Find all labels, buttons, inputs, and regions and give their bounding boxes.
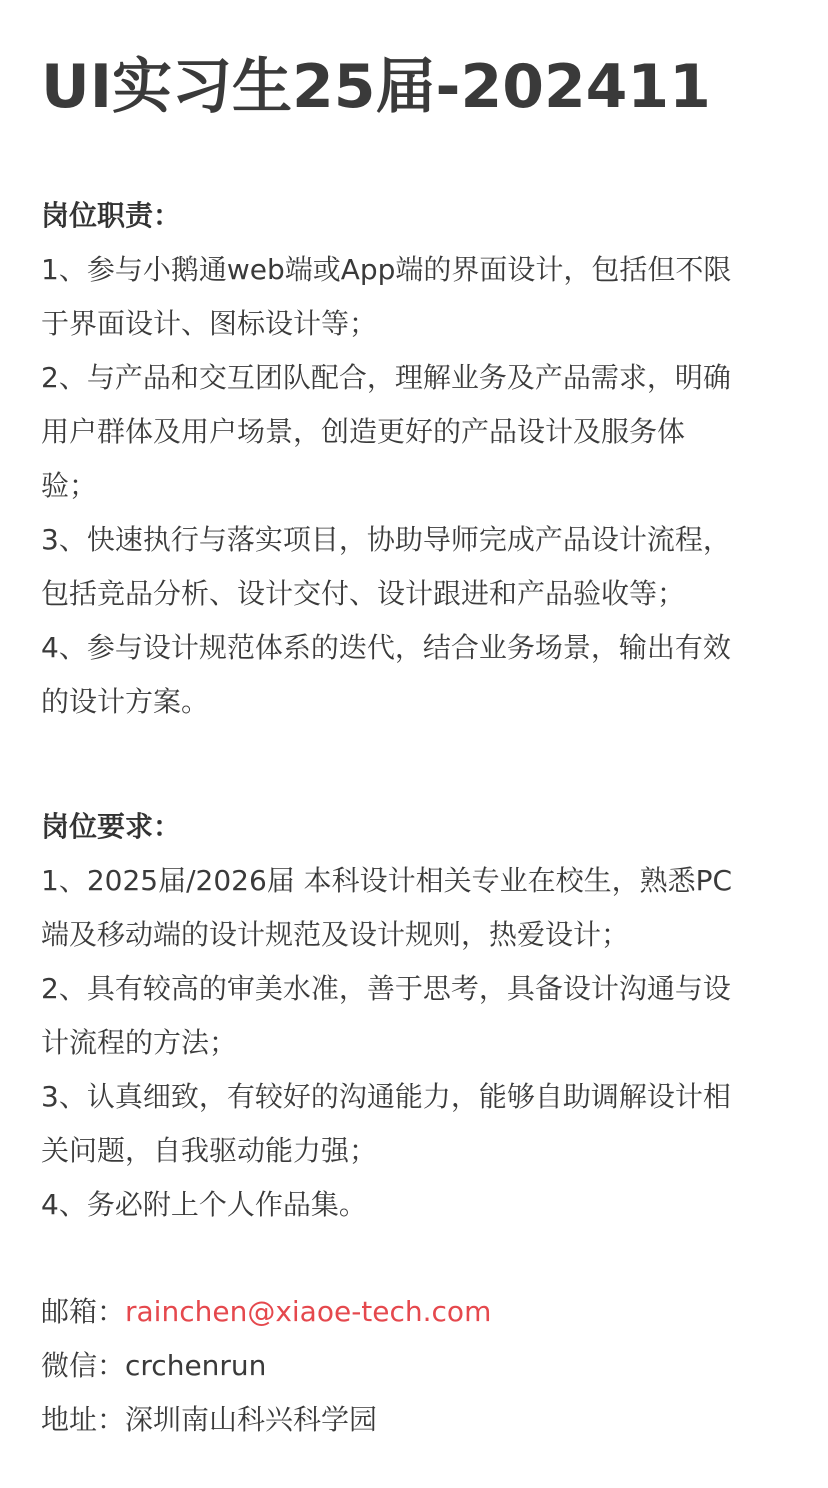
requirements-section (41, 800, 791, 1232)
email-label: 邮箱： (41, 1295, 126, 1328)
contact-address-row (41, 1393, 791, 1447)
requirement-line: 计流程的方法； (41, 1026, 238, 1059)
responsibility-line: 验； (41, 469, 98, 502)
responsibility-line: 3、快速执行与落实项目，协助导师完成产品设计流程， (41, 523, 731, 556)
contact-wechat-row (41, 1339, 791, 1393)
address-label: 地址： (41, 1403, 126, 1436)
responsibility-line: 的设计方案。 (41, 685, 210, 718)
contact-email-row (41, 1285, 791, 1339)
wechat-id: crchenrun (125, 1349, 267, 1382)
address-value: 深圳南山科兴科学园 (125, 1403, 378, 1436)
requirement-line: 端及移动端的设计规范及设计规则，热爱设计； (41, 918, 630, 951)
responsibilities-section (41, 189, 791, 729)
responsibility-line: 4、参与设计规范体系的迭代，结合业务场景，输出有效 (41, 631, 731, 664)
responsibility-line: 包括竞品分析、设计交付、设计跟进和产品验收等； (41, 577, 686, 610)
requirement-line: 1、2025届/2026届 本科设计相关专业在校生，熟悉PC (41, 864, 733, 897)
responsibility-line: 1、参与小鹅通web端或App端的界面设计，包括但不限 (41, 253, 732, 286)
contact-section (41, 1285, 791, 1447)
requirements-heading: 岗位要求： (41, 810, 182, 843)
requirement-line: 4、务必附上个人作品集。 (41, 1188, 367, 1221)
requirement-line: 3、认真细致，有较好的沟通能力，能够自助调解设计相 (41, 1080, 731, 1113)
requirement-line: 关问题，自我驱动能力强； (41, 1134, 378, 1167)
requirement-line: 2、具有较高的审美水准，善于思考，具备设计沟通与设 (41, 972, 731, 1005)
responsibility-line: 于界面设计、图标设计等； (41, 307, 378, 340)
page-title: UI实习生25届-202411 (41, 52, 711, 122)
responsibility-line: 用户群体及用户场景，创造更好的产品设计及服务体 (41, 415, 686, 448)
responsibility-line: 2、与产品和交互团队配合，理解业务及产品需求，明确 (41, 361, 731, 394)
email-link[interactable]: rainchen@xiaoe-tech.com (125, 1295, 492, 1328)
wechat-label: 微信： (41, 1349, 126, 1382)
responsibilities-heading: 岗位职责： (41, 199, 182, 232)
